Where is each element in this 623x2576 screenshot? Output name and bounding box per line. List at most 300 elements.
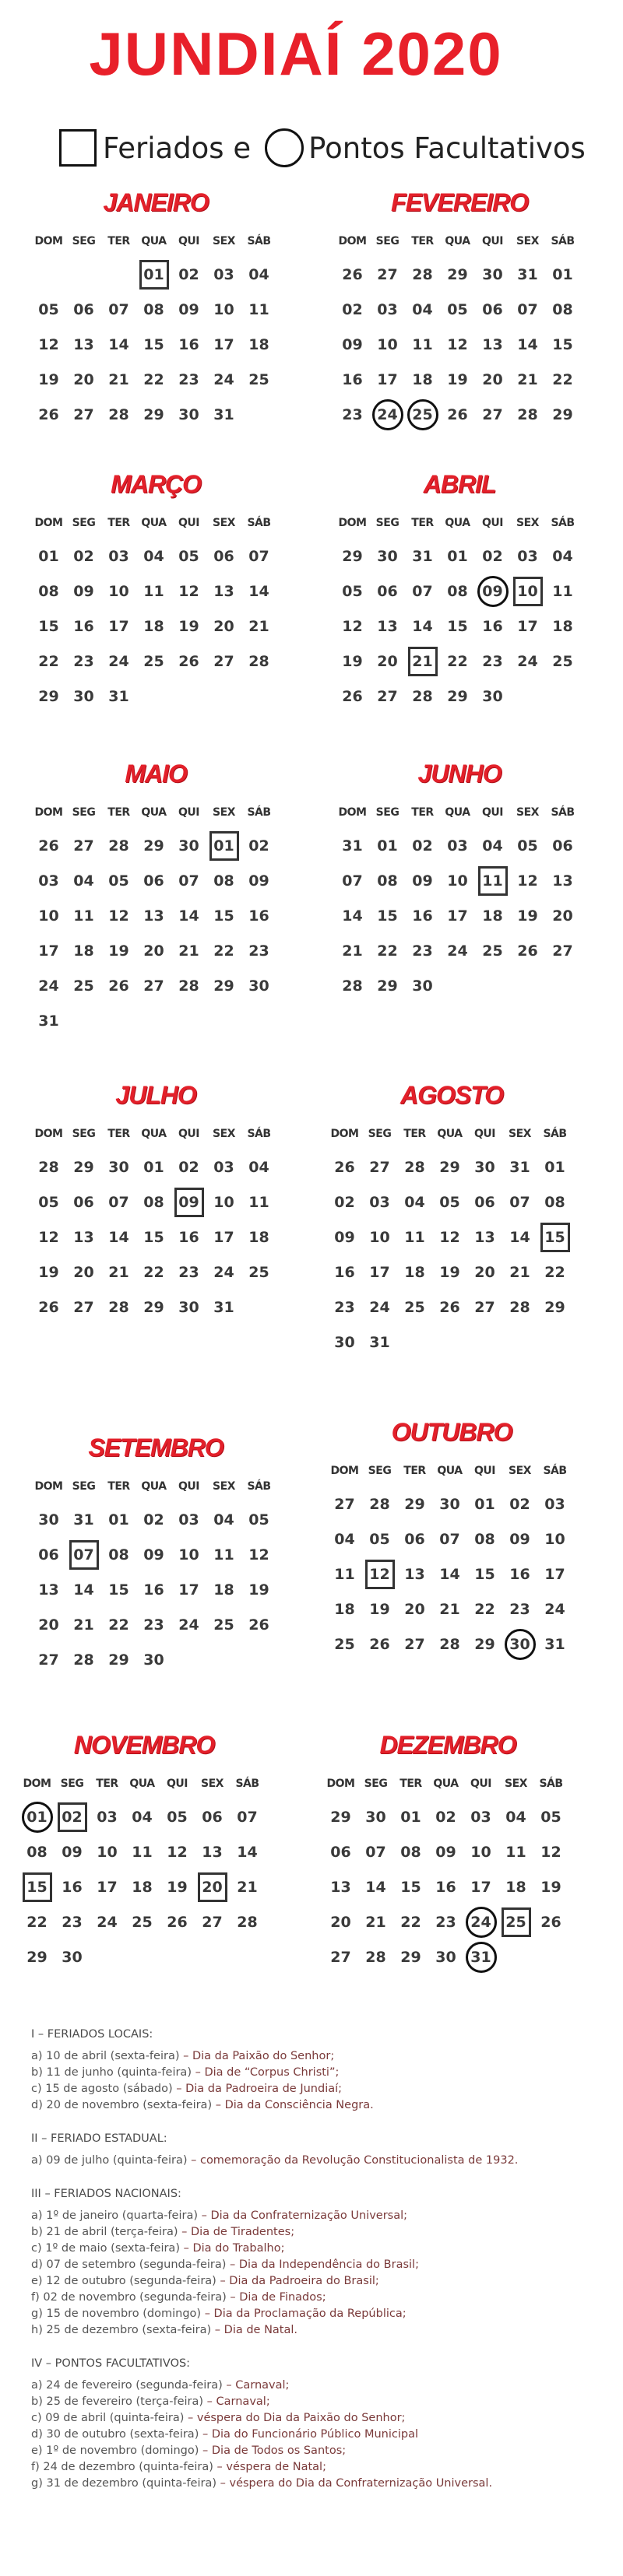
day-cell: 30: [435, 1948, 456, 1966]
holiday-day-cell: 15: [537, 1220, 572, 1255]
day-cell: 17: [108, 617, 129, 635]
weekday-header: SÁB: [543, 1128, 567, 1140]
day-cell: 22: [447, 652, 468, 670]
day-cell: 18: [505, 1878, 526, 1896]
weekday-header: QUI: [178, 1480, 199, 1493]
day-cell: 19: [369, 1600, 390, 1618]
notes-item: [31, 2290, 592, 2306]
day-cell: [241, 679, 276, 714]
day-cell: 15: [143, 335, 164, 353]
holiday-day-cell: 02: [55, 1799, 90, 1834]
weekday-header-row: [19, 1768, 269, 1799]
day-cell: 01: [552, 265, 573, 283]
day-cell: 05: [447, 300, 468, 318]
day-cell: 19: [540, 1878, 561, 1896]
weekday-header: QUA: [445, 806, 470, 819]
weekday-header: DOM: [34, 235, 63, 247]
legend: [59, 125, 586, 171]
month-calendar: [327, 1078, 576, 1360]
day-cell: 29: [544, 1298, 565, 1316]
notes-item-date: c) 1º de maio (sexta-feira): [31, 2242, 180, 2255]
month-name: JANEIRO: [103, 188, 209, 216]
notes-section-title: III – FERIADOS NACIONAIS:: [31, 2188, 181, 2200]
day-cell: 27: [369, 1158, 390, 1176]
day-cell: [206, 679, 241, 714]
day-cell: 10: [377, 335, 398, 353]
weekday-header: SEG: [375, 235, 399, 247]
day-cell: 22: [377, 942, 398, 960]
day-cell: [230, 1939, 265, 1974]
day-cell: 12: [167, 1843, 188, 1861]
day-cell: 31: [38, 1012, 59, 1030]
day-cell: 17: [97, 1878, 118, 1896]
day-grid: [335, 257, 584, 432]
notes-item-date: e) 12 de outubro (segunda-feira): [31, 2275, 216, 2287]
notes-item-date: h) 25 de dezembro (sexta-feira): [31, 2324, 212, 2336]
day-cell: 09: [248, 872, 269, 890]
optional-circle-icon: [265, 128, 304, 167]
day-cell: [498, 1939, 533, 1974]
day-cell: 13: [404, 1565, 425, 1583]
optional-day-cell: 31: [463, 1939, 498, 1974]
day-cell: 03: [213, 1158, 234, 1176]
month-name: AGOSTO: [399, 1081, 504, 1109]
weekday-header: TER: [96, 1778, 118, 1790]
day-cell: 29: [342, 547, 363, 565]
day-cell: [171, 1003, 206, 1038]
month-calendar: [31, 756, 280, 1038]
month-calendar: [335, 185, 584, 432]
weekday-header: QUA: [129, 1778, 155, 1790]
optional-day-cell: 24: [463, 1904, 498, 1939]
day-cell: 06: [330, 1843, 351, 1861]
day-cell: 30: [178, 837, 199, 855]
day-cell: 27: [73, 837, 94, 855]
day-cell: 13: [474, 1228, 495, 1246]
weekday-header: TER: [107, 1480, 130, 1493]
notes-item-description: – Dia de Tiradentes;: [178, 2226, 295, 2238]
day-cell: 13: [330, 1878, 351, 1896]
weekday-header: SEX: [213, 235, 235, 247]
month-name: FEVEREIRO: [391, 188, 528, 216]
day-cell: 04: [552, 547, 573, 565]
day-cell: 15: [447, 617, 468, 635]
day-cell: 29: [143, 405, 164, 423]
day-cell: 16: [143, 1581, 164, 1599]
day-grid: [335, 539, 584, 714]
notes-item-description: – Dia da Independência do Brasil;: [226, 2258, 419, 2271]
day-cell: 23: [248, 942, 269, 960]
weekday-header: TER: [403, 1128, 426, 1140]
notes-item: [31, 2224, 592, 2241]
day-cell: 16: [73, 617, 94, 635]
month-name: OUTUBRO: [391, 1418, 512, 1446]
notes-section-title: II – FERIADO ESTADUAL:: [31, 2132, 167, 2145]
holiday-day-cell: 01: [136, 257, 171, 292]
optional-day-cell: 25: [405, 397, 440, 432]
day-cell: 26: [38, 837, 59, 855]
day-cell: 29: [400, 1948, 421, 1966]
day-cell: 09: [435, 1843, 456, 1861]
month-name: MAIO: [125, 760, 187, 788]
day-cell: 28: [369, 1495, 390, 1513]
day-cell: [545, 679, 580, 714]
weekday-header: TER: [399, 1778, 422, 1790]
day-grid: [19, 1799, 269, 1974]
day-cell: 26: [342, 265, 363, 283]
day-grid: [327, 1486, 576, 1662]
weekday-header: TER: [107, 235, 130, 247]
day-cell: 20: [474, 1263, 495, 1281]
day-cell: 04: [404, 1193, 425, 1211]
notes-item-date: f) 24 de dezembro (quinta-feira): [31, 2461, 213, 2473]
day-cell: 27: [213, 652, 234, 670]
notes-section: [31, 2132, 592, 2169]
holiday-day-cell: 01: [206, 828, 241, 863]
day-cell: 08: [38, 582, 59, 600]
day-cell: [66, 1003, 101, 1038]
day-cell: 11: [143, 582, 164, 600]
day-cell: [66, 257, 101, 292]
day-cell: 24: [97, 1913, 118, 1931]
day-cell: 10: [38, 907, 59, 925]
weekday-header: QUI: [474, 1465, 495, 1477]
notes-item: [31, 2153, 592, 2169]
day-cell: 11: [334, 1565, 355, 1583]
day-cell: 09: [178, 300, 199, 318]
day-cell: 15: [213, 907, 234, 925]
weekday-header-row: [335, 226, 584, 257]
day-cell: 30: [62, 1948, 83, 1966]
day-cell: 26: [108, 977, 129, 995]
weekday-header-row: [31, 226, 280, 257]
day-cell: 30: [143, 1651, 164, 1669]
weekday-header: SEX: [505, 1778, 527, 1790]
day-cell: 24: [38, 977, 59, 995]
day-cell: 17: [517, 617, 538, 635]
day-cell: 26: [38, 405, 59, 423]
day-cell: 20: [482, 370, 503, 388]
notes-item-date: a) 1º de janeiro (quarta-feira): [31, 2209, 198, 2222]
notes-section: [31, 2357, 592, 2492]
notes-item: [31, 2394, 592, 2410]
weekday-header: TER: [411, 806, 434, 819]
day-cell: 28: [404, 1158, 425, 1176]
day-cell: 19: [38, 1263, 59, 1281]
day-cell: 12: [178, 582, 199, 600]
day-cell: 12: [108, 907, 129, 925]
day-cell: 02: [178, 265, 199, 283]
day-grid: [31, 1502, 280, 1677]
day-cell: 14: [237, 1843, 258, 1861]
weekday-header: SEG: [364, 1778, 388, 1790]
day-cell: 02: [509, 1495, 530, 1513]
notes-item-date: f) 02 de novembro (segunda-feira): [31, 2291, 227, 2304]
day-cell: [510, 968, 545, 1003]
day-cell: 10: [108, 582, 129, 600]
day-cell: 13: [482, 335, 503, 353]
weekday-header: DOM: [34, 517, 63, 529]
day-cell: [440, 968, 475, 1003]
notes-item: [31, 2097, 592, 2114]
day-cell: 30: [474, 1158, 495, 1176]
weekday-header: QUA: [141, 1128, 167, 1140]
day-cell: 05: [167, 1808, 188, 1826]
day-cell: 27: [73, 1298, 94, 1316]
day-cell: 25: [482, 942, 503, 960]
day-cell: 30: [108, 1158, 129, 1176]
month-name: SETEMBRO: [88, 1434, 224, 1462]
day-cell: 09: [342, 335, 363, 353]
day-cell: 13: [213, 582, 234, 600]
day-cell: 30: [178, 405, 199, 423]
holiday-day-cell: 10: [510, 574, 545, 609]
weekday-header: TER: [411, 517, 434, 529]
day-cell: 27: [143, 977, 164, 995]
day-cell: 06: [38, 1546, 59, 1563]
weekday-header: DOM: [338, 517, 367, 529]
day-cell: 19: [517, 907, 538, 925]
month-name: MARÇO: [111, 470, 201, 498]
day-grid: [323, 1799, 572, 1974]
day-cell: [136, 1003, 171, 1038]
holiday-day-cell: 07: [66, 1537, 101, 1572]
day-cell: 23: [73, 652, 94, 670]
notes-item: [31, 2410, 592, 2427]
notes-item-description: – Dia de “Corpus Christi”;: [191, 2066, 340, 2079]
day-cell: 16: [509, 1565, 530, 1583]
notes-item-date: b) 21 de abril (terça-feira): [31, 2226, 178, 2238]
day-cell: 11: [552, 582, 573, 600]
day-cell: 05: [540, 1808, 561, 1826]
day-cell: 21: [237, 1878, 258, 1896]
notes-item: [31, 2443, 592, 2459]
day-cell: [125, 1939, 160, 1974]
month-name: DEZEMBRO: [379, 1731, 516, 1759]
day-cell: [241, 1290, 276, 1325]
day-cell: 20: [143, 942, 164, 960]
notes-item-description: – Carnaval;: [203, 2395, 270, 2408]
day-cell: 20: [73, 1263, 94, 1281]
weekday-header: SEX: [213, 1128, 235, 1140]
day-cell: 01: [143, 1158, 164, 1176]
day-cell: [101, 1003, 136, 1038]
weekday-header: QUI: [178, 517, 199, 529]
day-cell: 21: [509, 1263, 530, 1281]
day-cell: 07: [412, 582, 433, 600]
day-cell: 17: [447, 907, 468, 925]
weekday-header: SEG: [368, 1465, 392, 1477]
day-cell: 28: [73, 1651, 94, 1669]
day-cell: 29: [377, 977, 398, 995]
weekday-header: SÁB: [551, 806, 575, 819]
weekday-header: SEG: [368, 1128, 392, 1140]
day-cell: 11: [505, 1843, 526, 1861]
month-name: NOVEMBRO: [73, 1731, 215, 1759]
notes-item-date: d) 07 de setembro (segunda-feira): [31, 2258, 227, 2271]
day-cell: 16: [482, 617, 503, 635]
day-cell: 21: [517, 370, 538, 388]
day-cell: 14: [108, 335, 129, 353]
day-cell: 01: [108, 1511, 129, 1528]
holiday-day-cell: 20: [195, 1869, 230, 1904]
day-cell: 07: [365, 1843, 386, 1861]
weekday-header: DOM: [330, 1465, 359, 1477]
day-cell: 09: [62, 1843, 83, 1861]
holiday-day-cell: 21: [405, 644, 440, 679]
notes-item: [31, 2241, 592, 2257]
day-cell: 24: [213, 1263, 234, 1281]
day-cell: 03: [178, 1511, 199, 1528]
day-cell: 16: [342, 370, 363, 388]
notes-item: [31, 2476, 592, 2492]
day-cell: 21: [108, 370, 129, 388]
day-cell: 16: [334, 1263, 355, 1281]
day-cell: [475, 968, 510, 1003]
day-cell: 13: [202, 1843, 223, 1861]
day-cell: 05: [38, 1193, 59, 1211]
day-cell: 31: [412, 547, 433, 565]
day-cell: [90, 1939, 125, 1974]
weekday-header-row: [31, 797, 280, 828]
day-cell: 24: [544, 1600, 565, 1618]
notes-item-description: – Dia de Natal.: [211, 2324, 298, 2336]
day-cell: 13: [552, 872, 573, 890]
notes-item-date: d) 20 de novembro (sexta-feira): [31, 2099, 213, 2111]
day-cell: 22: [26, 1913, 48, 1931]
day-cell: 21: [73, 1616, 94, 1634]
weekday-header: SÁB: [247, 517, 271, 529]
day-cell: [537, 1325, 572, 1360]
day-cell: 21: [108, 1263, 129, 1281]
day-cell: 05: [38, 300, 59, 318]
day-cell: 08: [474, 1530, 495, 1548]
day-cell: 25: [334, 1635, 355, 1653]
notes-item-date: d) 30 de outubro (sexta-feira): [31, 2428, 199, 2441]
day-cell: 09: [412, 872, 433, 890]
day-cell: 28: [248, 652, 269, 670]
day-cell: 27: [73, 405, 94, 423]
day-cell: 09: [334, 1228, 355, 1246]
day-cell: 06: [202, 1808, 223, 1826]
day-cell: 20: [38, 1616, 59, 1634]
day-cell: 27: [334, 1495, 355, 1513]
day-cell: 22: [544, 1263, 565, 1281]
day-cell: 09: [73, 582, 94, 600]
holiday-day-cell: 09: [171, 1184, 206, 1220]
day-cell: 12: [540, 1843, 561, 1861]
day-grid: [327, 1149, 576, 1360]
day-cell: 23: [482, 652, 503, 670]
weekday-header: QUA: [141, 806, 167, 819]
day-cell: 20: [330, 1913, 351, 1931]
month-name: JUNHO: [417, 760, 502, 788]
weekday-header: TER: [107, 806, 130, 819]
day-cell: 26: [248, 1616, 269, 1634]
day-cell: 12: [447, 335, 468, 353]
day-cell: 29: [447, 265, 468, 283]
day-cell: 06: [474, 1193, 495, 1211]
day-cell: 28: [439, 1635, 460, 1653]
day-cell: 22: [143, 370, 164, 388]
notes-section-title: I – FERIADOS LOCAIS:: [31, 2028, 153, 2041]
day-cell: 26: [342, 687, 363, 705]
day-cell: 07: [517, 300, 538, 318]
notes-item-date: a) 09 de julho (quinta-feira): [31, 2154, 188, 2167]
day-cell: 03: [213, 265, 234, 283]
day-cell: 17: [544, 1565, 565, 1583]
day-cell: 10: [470, 1843, 491, 1861]
day-cell: 04: [132, 1808, 153, 1826]
day-cell: 07: [439, 1530, 460, 1548]
day-cell: 20: [73, 370, 94, 388]
weekday-header: SÁB: [235, 1778, 259, 1790]
day-cell: 08: [400, 1843, 421, 1861]
day-cell: 19: [167, 1878, 188, 1896]
day-cell: 28: [412, 265, 433, 283]
day-cell: 24: [178, 1616, 199, 1634]
notes-item: [31, 2427, 592, 2443]
day-cell: 05: [342, 582, 363, 600]
day-cell: 08: [108, 1546, 129, 1563]
holiday-day-cell: 11: [475, 863, 510, 898]
day-cell: 24: [369, 1298, 390, 1316]
day-cell: 18: [482, 907, 503, 925]
day-cell: 03: [369, 1193, 390, 1211]
day-cell: [101, 257, 136, 292]
day-cell: 11: [248, 1193, 269, 1211]
weekday-header: SEG: [72, 235, 96, 247]
day-cell: 17: [377, 370, 398, 388]
day-cell: 25: [213, 1616, 234, 1634]
day-cell: 23: [509, 1600, 530, 1618]
day-cell: 15: [400, 1878, 421, 1896]
day-cell: 04: [143, 547, 164, 565]
day-cell: 10: [97, 1843, 118, 1861]
notes-item-date: c) 15 de agosto (sábado): [31, 2083, 173, 2095]
notes-item: [31, 2378, 592, 2394]
month-calendar: [323, 1728, 572, 1974]
day-cell: 03: [447, 837, 468, 855]
holiday-day-cell: 15: [19, 1869, 55, 1904]
day-cell: 17: [178, 1581, 199, 1599]
day-cell: 24: [447, 942, 468, 960]
day-cell: 29: [404, 1495, 425, 1513]
day-cell: 01: [544, 1158, 565, 1176]
day-cell: 03: [377, 300, 398, 318]
day-cell: 31: [213, 1298, 234, 1316]
weekday-header: QUI: [470, 1778, 491, 1790]
day-cell: 27: [202, 1913, 223, 1931]
day-cell: 07: [509, 1193, 530, 1211]
weekday-header: SEG: [72, 517, 96, 529]
day-cell: 21: [178, 942, 199, 960]
day-cell: 04: [412, 300, 433, 318]
day-cell: 28: [178, 977, 199, 995]
optional-day-cell: 01: [19, 1799, 55, 1834]
weekday-header: QUA: [141, 1480, 167, 1493]
day-cell: 04: [482, 837, 503, 855]
notes-item-description: – Dia do Trabalho;: [179, 2242, 285, 2255]
day-cell: 04: [248, 1158, 269, 1176]
day-cell: 14: [509, 1228, 530, 1246]
holiday-box-icon: [59, 129, 97, 167]
weekday-header: QUI: [178, 1128, 199, 1140]
day-cell: 22: [474, 1600, 495, 1618]
day-cell: 15: [143, 1228, 164, 1246]
day-cell: 23: [178, 1263, 199, 1281]
notes-item: [31, 2257, 592, 2273]
